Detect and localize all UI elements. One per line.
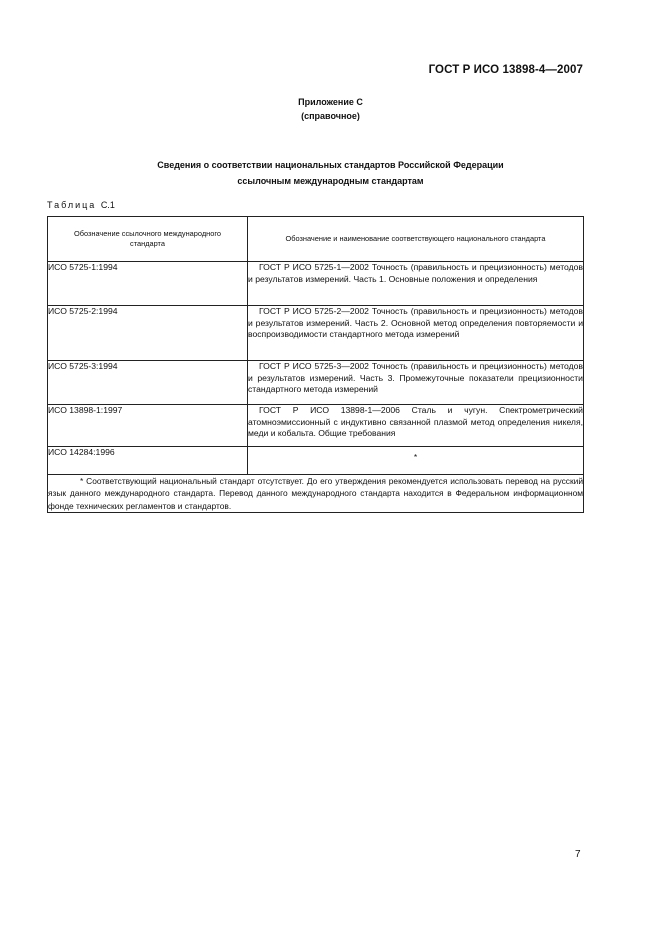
- national-standard-cell: ГОСТ Р ИСО 5725-1—2002 Точность (правильность и прецизионность) методов и результатов измерений. Часть 1. Основные положения и определения: [248, 262, 584, 306]
- national-standard-cell: ГОСТ Р ИСО 5725-2—2002 Точность (правильность и прецизионность) методов и результатов измерений. Часть 2. Основной метод определения повторяемости и воспроизводимости стандартного метода измерений: [248, 306, 584, 361]
- table-row: [48, 262, 584, 306]
- national-standard-cell: ГОСТ Р ИСО 5725-3—2002 Точность (правильность и прецизионность) методов и результатов измерений. Часть 3. Промежуточные показатели прецизионности стандартного метода измерений: [248, 361, 584, 405]
- appendix-heading: [0, 95, 661, 123]
- appendix-title: Приложение С: [298, 97, 363, 107]
- appendix-subtitle: (справочное): [301, 111, 360, 121]
- table-row: [48, 447, 584, 475]
- international-standard-cell: ИСО 14284:1996: [48, 447, 248, 475]
- correspondence-table: [47, 216, 584, 513]
- page-number: 7: [575, 849, 581, 860]
- table-row: [48, 405, 584, 447]
- column-header-international: Обозначение ссылочного международного стандарта: [48, 217, 248, 262]
- column-header-national: Обозначение и наименование соответствующего национального стандарта: [248, 217, 584, 262]
- international-standard-cell: ИСО 13898-1:1997: [48, 405, 248, 447]
- table-footnote-row: [48, 475, 584, 513]
- national-standard-cell: ГОСТ Р ИСО 13898-1—2006 Сталь и чугун. Спектрометрический атомноэмиссионный с индуктивно связанной плазмой метод определения никеля, меди и кобальта. Общие требования: [248, 405, 584, 447]
- table-row: [48, 306, 584, 361]
- international-standard-cell: ИСО 5725-2:1994: [48, 306, 248, 361]
- table-row: [48, 361, 584, 405]
- table-caption-number: С.1: [100, 200, 115, 210]
- table-caption-label: Таблица: [47, 200, 97, 210]
- section-title-line-1: Сведения о соответствии национальных стандартов Российской Федерации: [157, 160, 504, 170]
- international-standard-cell: ИСО 5725-3:1994: [48, 361, 248, 405]
- national-standard-cell: *: [248, 447, 584, 475]
- section-title: [0, 157, 661, 189]
- table-footnote: * Соответствующий национальный стандарт отсутствует. До его утверждения рекомендуется использовать перевод на русский язык данного международного стандарта. Перевод данного международного стандарта находится в Федеральном информационном фонде технических регламентов и стандартов.: [48, 476, 583, 511]
- document-code: ГОСТ Р ИСО 13898-4—2007: [428, 64, 583, 76]
- section-title-line-2: ссылочным международным стандартам: [237, 176, 424, 186]
- international-standard-cell: ИСО 5725-1:1994: [48, 262, 248, 306]
- table-header-row: [48, 217, 584, 262]
- table-caption: [47, 200, 115, 210]
